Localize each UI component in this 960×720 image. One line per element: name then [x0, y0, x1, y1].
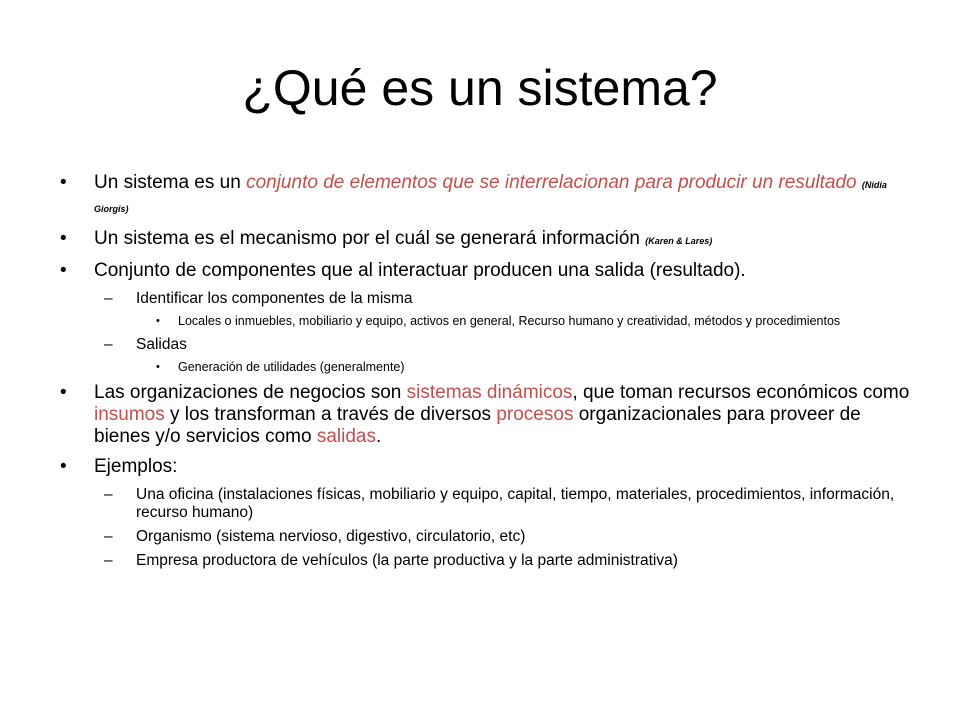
bullet-item-organizations — [60, 382, 912, 448]
sub-item-text: Identificar los componentes de la misma — [136, 290, 413, 307]
bullet-text: Ejemplos: — [94, 456, 178, 477]
highlight-text: sistemas dinámicos — [406, 382, 573, 403]
bullet-dot: • — [60, 228, 67, 249]
bullet-text: Un sistema es un — [94, 172, 247, 193]
sub-item-example-office — [60, 486, 912, 522]
citation: (Nidia Giorgis) — [94, 180, 887, 214]
bullet-text: Conjunto de componentes que al interactuar producen una salida (resultado). — [94, 260, 746, 281]
sub-item-example-company — [60, 552, 912, 570]
bullet-text: , que toman recursos económicos como — [572, 382, 910, 403]
slide-body — [60, 172, 912, 576]
dash-marker: – — [104, 290, 113, 307]
bullet-item-definition-giorgis — [60, 172, 912, 220]
sub-item-example-organism — [60, 528, 912, 546]
dash-marker: – — [104, 528, 113, 545]
bullet-dot: • — [60, 172, 67, 193]
dash-marker: – — [104, 486, 113, 503]
highlight-text: salidas — [316, 426, 376, 447]
bullet-dot: • — [60, 382, 67, 403]
bullet-text: Las organizaciones de negocios son — [94, 382, 407, 403]
sub-item-text: Salidas — [136, 336, 187, 353]
bullet-text: y los transforman a través de diversos — [164, 404, 497, 425]
dash-marker: – — [104, 336, 113, 353]
highlight-text: conjunto de elementos que se interrelacionan para producir un resultado — [246, 172, 857, 193]
bullet-item-examples — [60, 456, 912, 478]
dash-marker: – — [104, 552, 113, 569]
sub-item-text: Organismo (sistema nervioso, digestivo, circulatorio, etc) — [136, 528, 526, 545]
bullet-dot: • — [156, 361, 160, 373]
highlight-text: procesos — [496, 404, 574, 425]
bullet-dot: • — [156, 315, 160, 327]
sub-sub-item-components-list — [60, 314, 912, 329]
bullet-text: . — [375, 426, 382, 447]
sub-item-identify-components — [60, 290, 912, 308]
slide-title: ¿Qué es un sistema? — [242, 60, 718, 116]
sub-sub-item-profits — [60, 360, 912, 375]
bullet-item-definition-lares — [60, 228, 912, 252]
citation: (Karen & Lares) — [645, 236, 713, 246]
sub-item-text: Empresa productora de vehículos (la parte productiva y la parte administrativa) — [136, 552, 678, 569]
highlight-text: insumos — [94, 404, 165, 425]
sub-item-outputs — [60, 336, 912, 354]
bullet-text: organizacionales para proveer de bienes y/o servicios como — [94, 404, 861, 447]
sub-sub-item-text: Locales o inmuebles, mobiliario y equipo, activos en general, Recurso humano y creatividad, métodos y procedimientos — [178, 314, 841, 328]
sub-item-text: Una oficina (instalaciones físicas, mobiliario y equipo, capital, tiempo, materiales, procedimientos, información, recurso humano) — [136, 486, 895, 521]
bullet-dot: • — [60, 260, 67, 281]
bullet-dot: • — [60, 456, 67, 477]
bullet-text: Un sistema es el mecanismo por el cuál se generará información — [94, 228, 640, 249]
bullet-item-components — [60, 260, 912, 282]
sub-sub-item-text: Generación de utilidades (generalmente) — [178, 360, 405, 374]
